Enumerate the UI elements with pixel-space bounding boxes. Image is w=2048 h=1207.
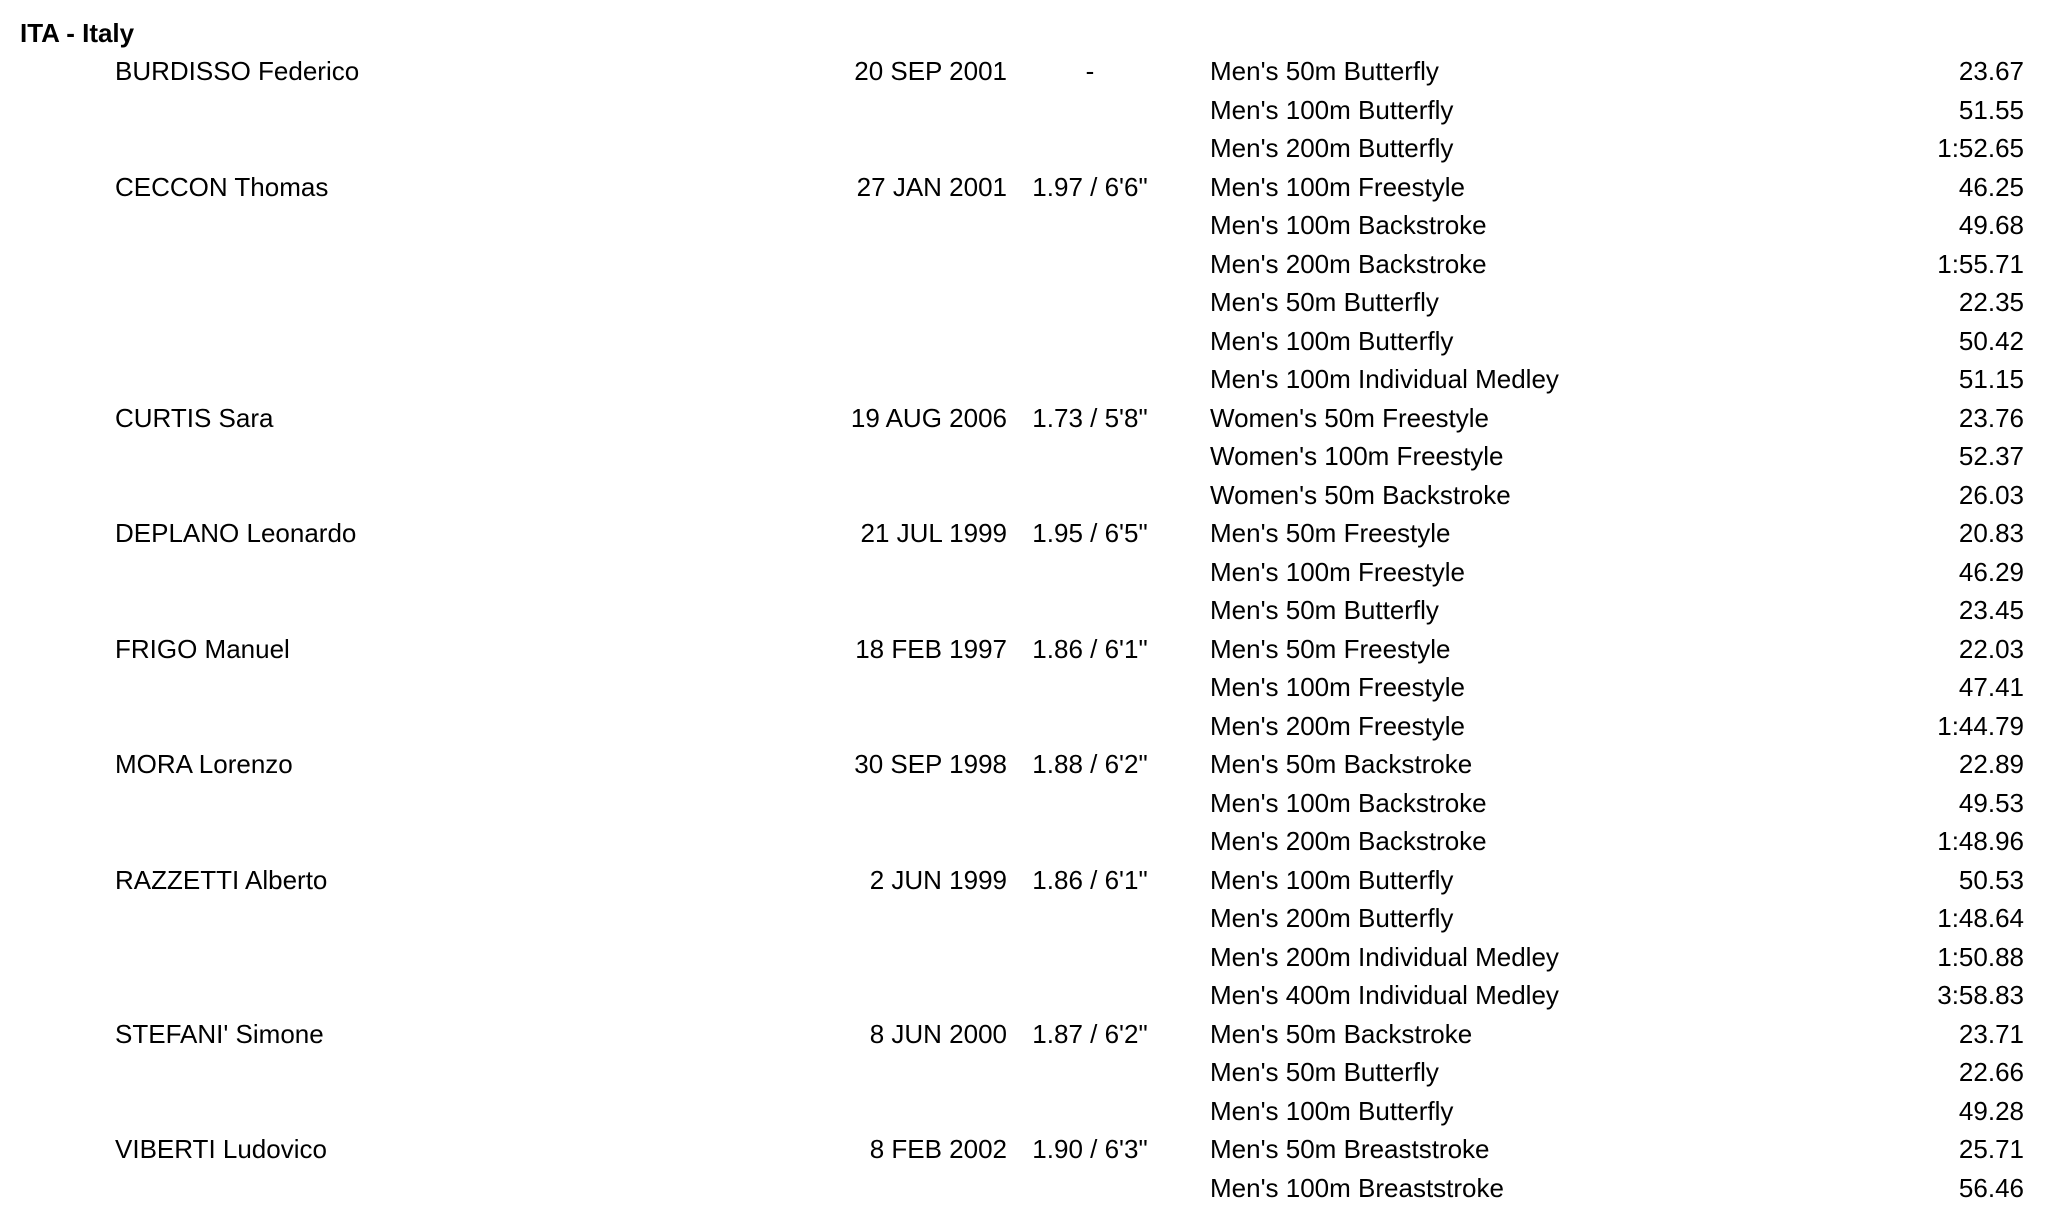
event-row — [0, 668, 2048, 707]
team-header: ITA - Italy — [20, 14, 134, 52]
event-row — [0, 360, 2048, 399]
entry-time: 1:48.64 — [1937, 899, 2024, 938]
event-row — [0, 1169, 2048, 1207]
event-name: Men's 200m Backstroke — [1210, 245, 1487, 284]
entry-time: 1:50.88 — [1937, 938, 2024, 977]
entry-time: 46.29 — [1959, 553, 2024, 592]
athlete-name: MORA Lorenzo — [115, 745, 293, 784]
athlete-birth-date: 27 JAN 2001 — [857, 168, 1007, 207]
athlete-name: BURDISSO Federico — [115, 52, 359, 91]
event-name: Men's 100m Backstroke — [1210, 206, 1487, 245]
event-name: Men's 100m Butterfly — [1210, 861, 1453, 900]
event-name: Men's 50m Freestyle — [1210, 630, 1451, 669]
event-row — [0, 283, 2048, 322]
event-name: Men's 50m Backstroke — [1210, 745, 1472, 784]
event-row — [0, 591, 2048, 630]
athlete-height: 1.73 / 5'8" — [1030, 399, 1150, 438]
athlete-height: 1.95 / 6'5" — [1030, 514, 1150, 553]
event-name: Men's 50m Breaststroke — [1210, 1130, 1490, 1169]
athlete-name: STEFANI' Simone — [115, 1015, 324, 1054]
entry-time: 26.03 — [1959, 476, 2024, 515]
entry-time: 56.46 — [1959, 1169, 2024, 1207]
event-name: Men's 100m Freestyle — [1210, 168, 1465, 207]
entry-time: 22.35 — [1959, 283, 2024, 322]
event-name: Men's 100m Butterfly — [1210, 322, 1453, 361]
entry-time: 1:55.71 — [1937, 245, 2024, 284]
entry-time: 49.28 — [1959, 1092, 2024, 1131]
entry-time: 22.03 — [1959, 630, 2024, 669]
entry-time: 23.45 — [1959, 591, 2024, 630]
event-row — [0, 206, 2048, 245]
athlete-name: FRIGO Manuel — [115, 630, 290, 669]
athlete-birth-date: 30 SEP 1998 — [854, 745, 1007, 784]
event-name: Men's 50m Backstroke — [1210, 1015, 1472, 1054]
entry-time: 50.53 — [1959, 861, 2024, 900]
athlete-row — [0, 861, 2048, 900]
event-row — [0, 322, 2048, 361]
event-name: Women's 50m Freestyle — [1210, 399, 1489, 438]
event-row — [0, 1053, 2048, 1092]
athlete-birth-date: 2 JUN 1999 — [870, 861, 1007, 900]
athlete-row — [0, 52, 2048, 91]
entry-time: 46.25 — [1959, 168, 2024, 207]
event-name: Men's 50m Butterfly — [1210, 52, 1439, 91]
event-name: Men's 50m Butterfly — [1210, 1053, 1439, 1092]
athlete-row — [0, 1130, 2048, 1169]
event-name: Women's 50m Backstroke — [1210, 476, 1511, 515]
event-name: Men's 100m Freestyle — [1210, 668, 1465, 707]
entry-time: 51.55 — [1959, 91, 2024, 130]
event-name: Men's 200m Freestyle — [1210, 707, 1465, 746]
athlete-birth-date: 8 FEB 2002 — [870, 1130, 1007, 1169]
entry-time: 52.37 — [1959, 437, 2024, 476]
event-name: Men's 100m Butterfly — [1210, 1092, 1453, 1131]
athlete-row — [0, 630, 2048, 669]
athlete-row — [0, 399, 2048, 438]
entry-time: 20.83 — [1959, 514, 2024, 553]
athlete-row — [0, 168, 2048, 207]
athlete-height: 1.86 / 6'1" — [1030, 861, 1150, 900]
event-row — [0, 437, 2048, 476]
entry-time: 1:48.96 — [1937, 822, 2024, 861]
athlete-height: 1.97 / 6'6" — [1030, 168, 1150, 207]
athlete-roster — [0, 52, 2048, 1207]
entry-time: 3:58.83 — [1937, 976, 2024, 1015]
entry-time: 49.68 — [1959, 206, 2024, 245]
event-name: Women's 100m Freestyle — [1210, 437, 1503, 476]
athlete-birth-date: 8 JUN 2000 — [870, 1015, 1007, 1054]
entry-time: 47.41 — [1959, 668, 2024, 707]
event-row — [0, 1092, 2048, 1131]
event-row — [0, 938, 2048, 977]
entry-time: 22.89 — [1959, 745, 2024, 784]
athlete-birth-date: 21 JUL 1999 — [861, 514, 1007, 553]
athlete-birth-date: 19 AUG 2006 — [851, 399, 1007, 438]
athlete-height: - — [1030, 52, 1150, 91]
entry-time: 22.66 — [1959, 1053, 2024, 1092]
athlete-row — [0, 745, 2048, 784]
event-name: Men's 100m Breaststroke — [1210, 1169, 1504, 1207]
event-name: Men's 400m Individual Medley — [1210, 976, 1559, 1015]
event-name: Men's 100m Freestyle — [1210, 553, 1465, 592]
event-row — [0, 91, 2048, 130]
event-row — [0, 976, 2048, 1015]
entry-time: 49.53 — [1959, 784, 2024, 823]
entry-time: 1:44.79 — [1937, 707, 2024, 746]
athlete-name: VIBERTI Ludovico — [115, 1130, 327, 1169]
event-row — [0, 245, 2048, 284]
athlete-height: 1.86 / 6'1" — [1030, 630, 1150, 669]
event-name: Men's 200m Backstroke — [1210, 822, 1487, 861]
athlete-row — [0, 514, 2048, 553]
entry-time: 25.71 — [1959, 1130, 2024, 1169]
entry-time: 50.42 — [1959, 322, 2024, 361]
event-row — [0, 129, 2048, 168]
event-name: Men's 200m Butterfly — [1210, 129, 1453, 168]
athlete-name: DEPLANO Leonardo — [115, 514, 356, 553]
athlete-name: CECCON Thomas — [115, 168, 328, 207]
event-name: Men's 50m Butterfly — [1210, 591, 1439, 630]
event-name: Men's 100m Backstroke — [1210, 784, 1487, 823]
event-row — [0, 822, 2048, 861]
athlete-name: CURTIS Sara — [115, 399, 273, 438]
athlete-row — [0, 1015, 2048, 1054]
event-name: Men's 200m Individual Medley — [1210, 938, 1559, 977]
event-name: Men's 100m Individual Medley — [1210, 360, 1559, 399]
event-row — [0, 707, 2048, 746]
athlete-name: RAZZETTI Alberto — [115, 861, 327, 900]
athlete-birth-date: 20 SEP 2001 — [854, 52, 1007, 91]
entry-time: 23.76 — [1959, 399, 2024, 438]
athlete-height: 1.88 / 6'2" — [1030, 745, 1150, 784]
entry-time: 23.67 — [1959, 52, 2024, 91]
event-row — [0, 476, 2048, 515]
athlete-height: 1.90 / 6'3" — [1030, 1130, 1150, 1169]
event-row — [0, 784, 2048, 823]
event-row — [0, 553, 2048, 592]
entry-time: 23.71 — [1959, 1015, 2024, 1054]
event-name: Men's 50m Butterfly — [1210, 283, 1439, 322]
entry-time: 51.15 — [1959, 360, 2024, 399]
entry-time: 1:52.65 — [1937, 129, 2024, 168]
event-name: Men's 200m Butterfly — [1210, 899, 1453, 938]
event-row — [0, 899, 2048, 938]
event-name: Men's 100m Butterfly — [1210, 91, 1453, 130]
event-name: Men's 50m Freestyle — [1210, 514, 1451, 553]
athlete-birth-date: 18 FEB 1997 — [855, 630, 1007, 669]
athlete-height: 1.87 / 6'2" — [1030, 1015, 1150, 1054]
